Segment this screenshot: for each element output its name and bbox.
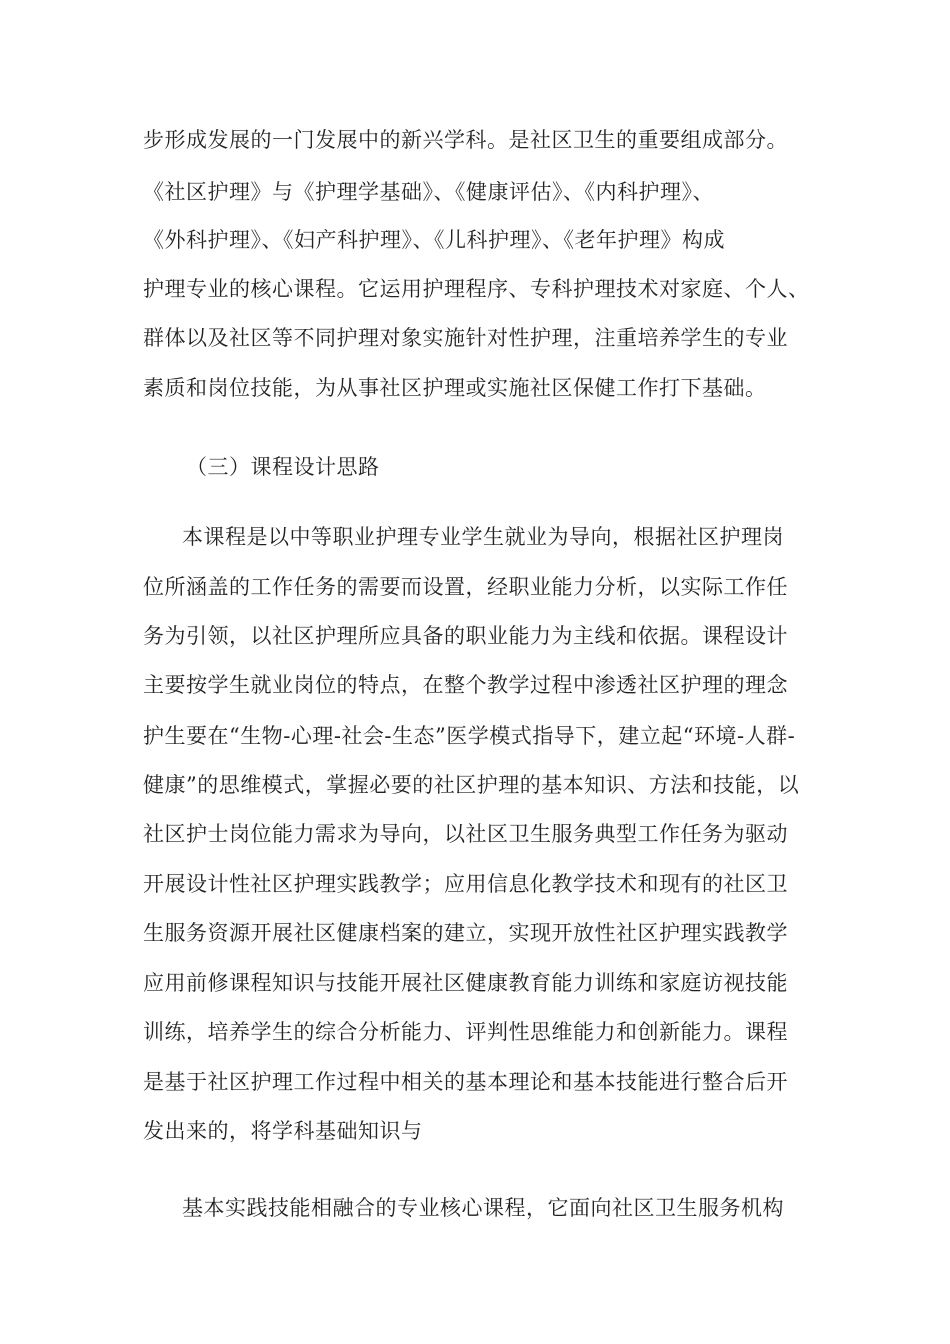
section-heading: （三）课程设计思路 bbox=[186, 455, 380, 479]
text-line: 主要按学生就业岗位的特点，在整个教学过程中渗透社区护理的理念 bbox=[143, 673, 788, 697]
text-line: 应用前修课程知识与技能开展社区健康教育能力训练和家庭访视技能 bbox=[143, 971, 788, 995]
text-line: 《外科护理》、《妇产科护理》、《儿科护理》、《老年护理》构成 bbox=[143, 228, 725, 252]
text-line: 务为引领，以社区护理所应具备的职业能力为主线和依据。课程设计 bbox=[143, 624, 788, 648]
text-line: 发出来的，将学科基础知识与 bbox=[143, 1119, 423, 1143]
text-line: 《社区护理》与《护理学基础》、《健康评估》、《内科护理》、 bbox=[143, 180, 714, 204]
text-line: 健康”的思维模式，掌握必要的社区护理的基本知识、方法和技能，以 bbox=[143, 773, 800, 797]
text-line: 群体以及社区等不同护理对象实施针对性护理，注重培养学生的专业 bbox=[143, 326, 788, 350]
text-line: 位所涵盖的工作任务的需要而设置，经职业能力分析，以实际工作任 bbox=[143, 575, 788, 599]
text-line: 社区护士岗位能力需求为导向，以社区卫生服务典型工作任务为驱动 bbox=[143, 822, 788, 846]
text-line: 素质和岗位技能，为从事社区护理或实施社区保健工作打下基础。 bbox=[143, 376, 767, 400]
text-line: 本课程是以中等职业护理专业学生就业为导向，根据社区护理岗 bbox=[182, 525, 784, 549]
text-line: 护生要在“生物-心理-社会-生态”医学模式指导下，建立起“环境-人群- bbox=[143, 724, 796, 748]
text-line: 基本实践技能相融合的专业核心课程，它面向社区卫生服务机构 bbox=[182, 1196, 784, 1220]
text-line: 护理专业的核心课程。它运用护理程序、专科护理技术对家庭、个人、 bbox=[143, 277, 810, 301]
text-line: 步形成发展的一门发展中的新兴学科。是社区卫生的重要组成部分。 bbox=[143, 128, 788, 152]
text-line: 是基于社区护理工作过程中相关的基本理论和基本技能进行整合后开 bbox=[143, 1070, 788, 1094]
text-line: 生服务资源开展社区健康档案的建立，实现开放性社区护理实践教学 bbox=[143, 921, 788, 945]
text-line: 开展设计性社区护理实践教学；应用信息化教学技术和现有的社区卫 bbox=[143, 872, 788, 896]
text-line: 训练，培养学生的综合分析能力、评判性思维能力和创新能力。课程 bbox=[143, 1020, 788, 1044]
